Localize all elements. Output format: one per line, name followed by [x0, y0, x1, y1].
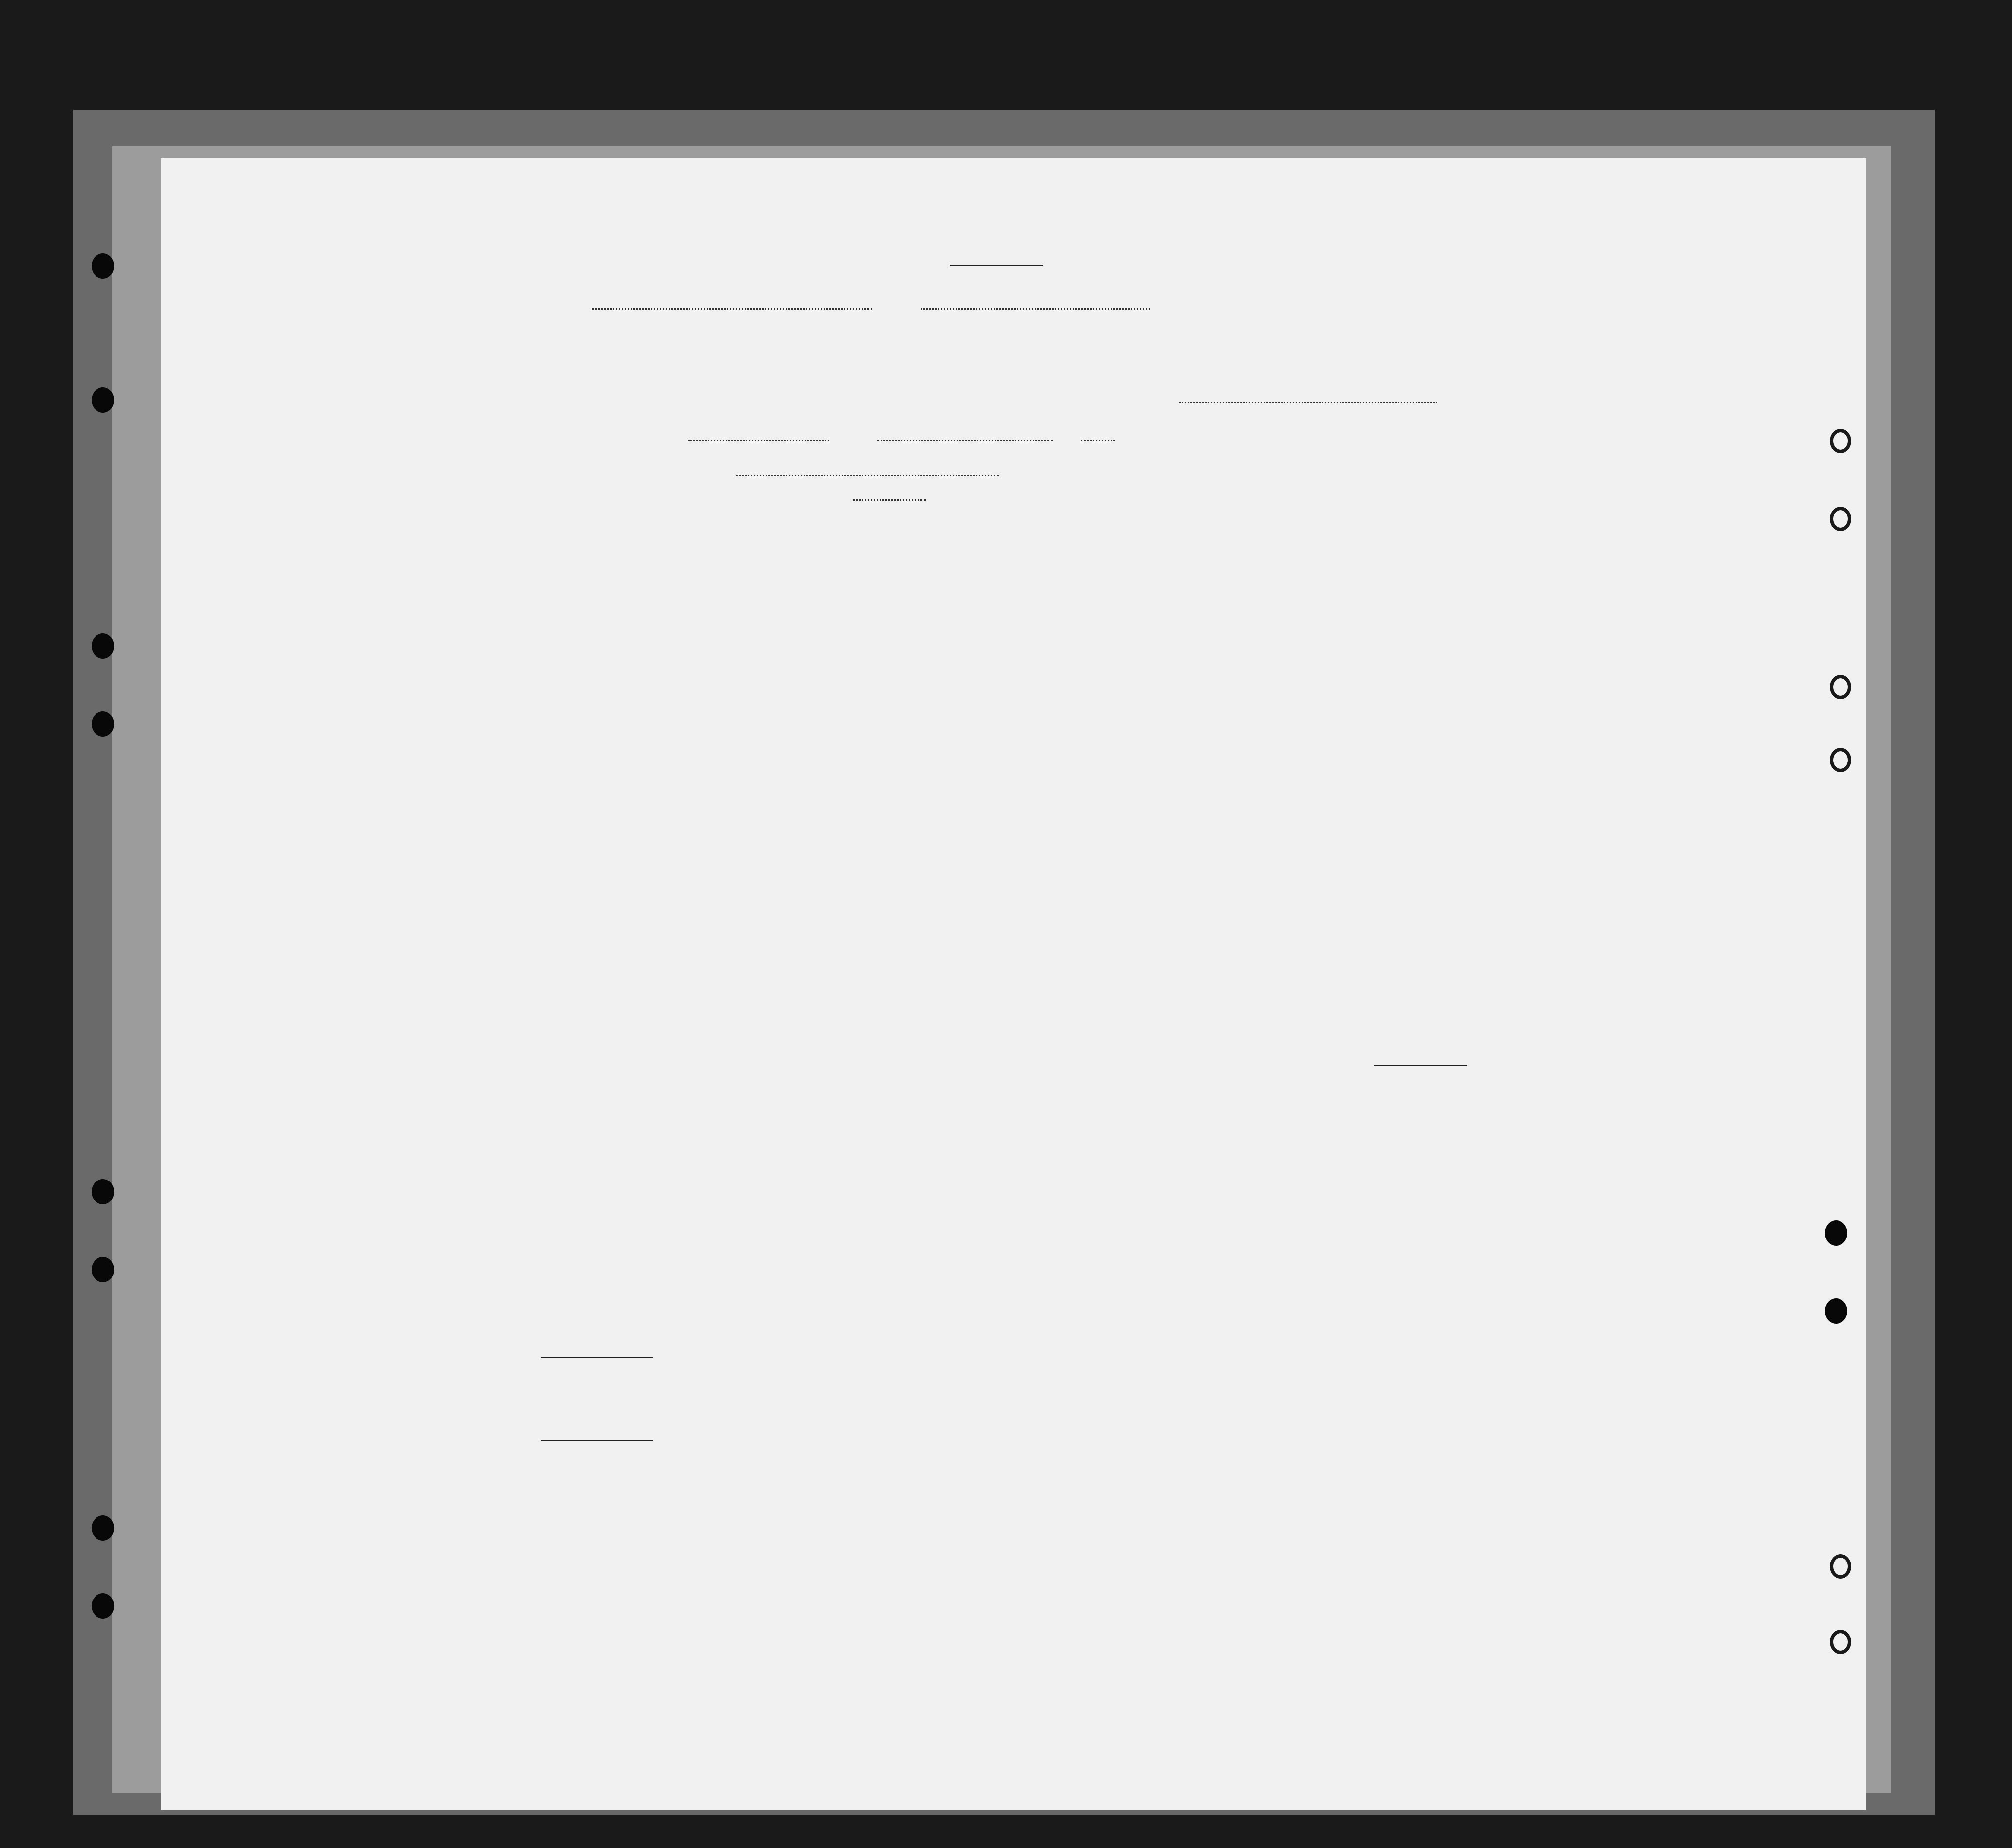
binder-hole-right	[1830, 675, 1851, 699]
binder-hole	[92, 387, 114, 413]
binder-hole-right	[1830, 1554, 1851, 1579]
binder-hole	[92, 1179, 114, 1204]
master-signature-line	[1179, 402, 1437, 403]
sworn-day-blank	[688, 440, 829, 441]
binder-hole	[92, 1593, 114, 1619]
month-blank	[877, 440, 1053, 441]
inspector-signature-line	[736, 475, 999, 476]
binder-hole-right	[1830, 429, 1851, 453]
form-page	[161, 158, 1866, 1810]
binder-hole	[92, 711, 114, 737]
inspector-short-line	[853, 499, 926, 501]
races-underline	[1374, 1065, 1467, 1066]
binder-hole-right	[1830, 748, 1851, 772]
binder-hole	[92, 1257, 114, 1282]
name-blank	[592, 308, 872, 310]
binder-hole-right	[1825, 1298, 1847, 1324]
divider	[541, 1357, 653, 1358]
binder-hole-right	[1830, 1630, 1851, 1654]
binder-hole	[92, 1515, 114, 1541]
binder-hole	[92, 633, 114, 659]
title-underline	[950, 265, 1043, 266]
binder-hole	[92, 253, 114, 279]
binder-hole-right	[1825, 1220, 1847, 1246]
divider	[541, 1440, 653, 1441]
year-blank	[1081, 440, 1115, 441]
vessel-blank	[921, 308, 1150, 310]
binder-hole-right	[1830, 507, 1851, 531]
